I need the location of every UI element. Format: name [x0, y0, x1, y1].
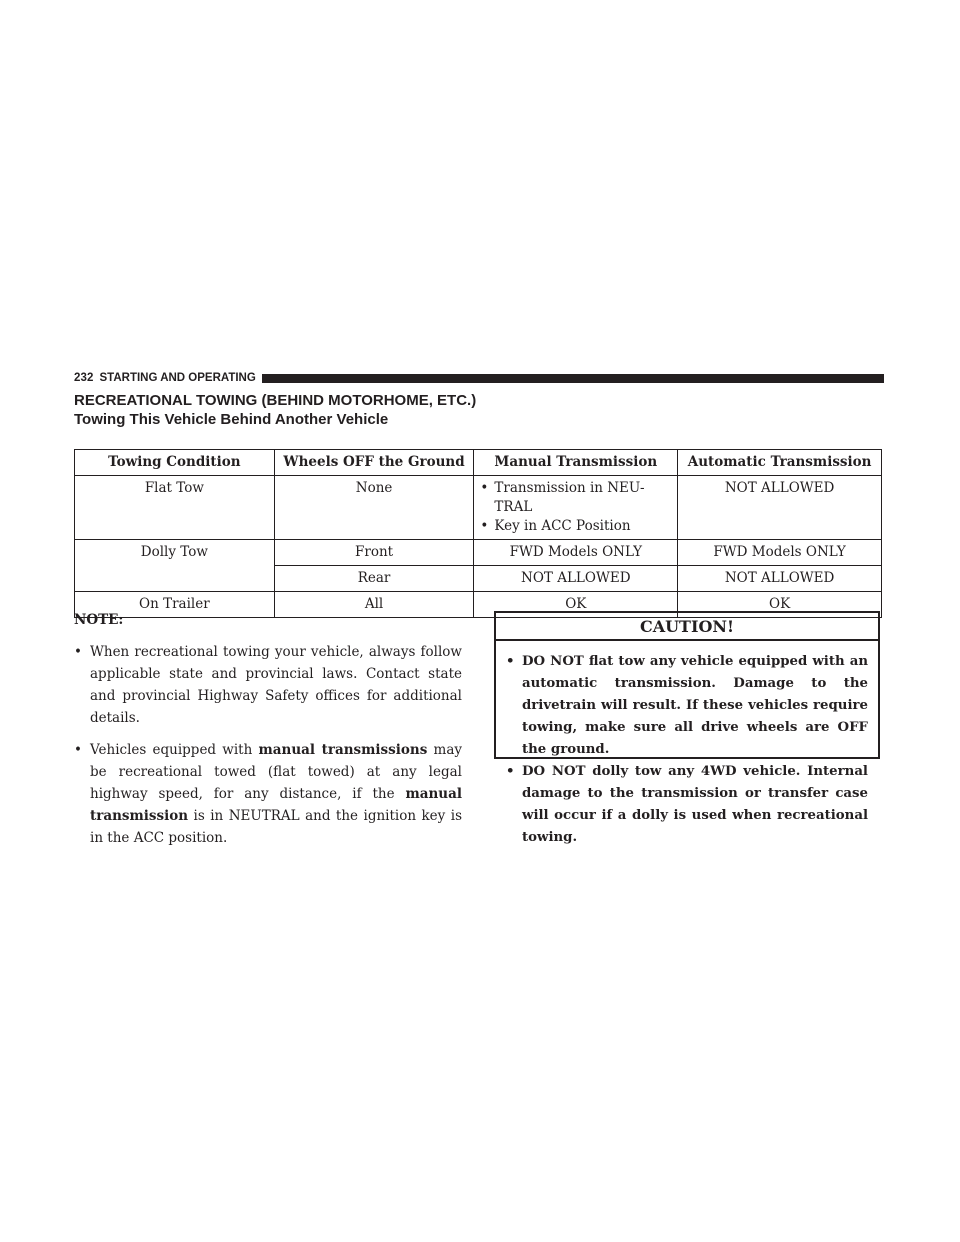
- section-title: STARTING AND OPERATING: [99, 372, 256, 384]
- table-cell: OK: [678, 592, 882, 618]
- caution-text: DO NOT dolly tow any 4WD vehicle. Internal damage to the transmission or transfer case will occur if a dolly is used when recreational towing.: [522, 764, 868, 845]
- table-cell: Front: [274, 540, 474, 566]
- table-cell: NOT ALLOWED: [678, 476, 882, 540]
- table-cell: NOT ALLOWED: [474, 566, 678, 592]
- table-cell: Rear: [274, 566, 474, 592]
- bullet-icon: •: [480, 518, 489, 534]
- note-text-part: Vehicles equipped with: [90, 742, 259, 758]
- list-item: [480, 517, 671, 536]
- caution-box: [494, 611, 880, 845]
- table-header-row: [75, 450, 882, 476]
- table-cell: NOT ALLOWED: [678, 566, 882, 592]
- note-text: When recreational towing your vehicle, always follow applicable state and provincial laws. Contact state and provincial Highway Safety offices for additional details.: [90, 644, 462, 726]
- list-item-text: Transmission in NEU-TRAL: [494, 480, 645, 515]
- column-header: Automatic Transmission: [678, 450, 882, 476]
- table-cell: FWD Models ONLY: [678, 540, 882, 566]
- note-list: [74, 641, 462, 859]
- page-subheading: Towing This Vehicle Behind Another Vehicle: [74, 411, 389, 428]
- bullet-icon: •: [480, 480, 489, 496]
- list-item: [74, 739, 462, 849]
- table-row: [75, 476, 882, 540]
- caution-text: DO NOT flat tow any vehicle equipped with an automatic transmission. Damage to the drivetrain will result. If these vehicles require towing, make sure all drive wheels are OFF the ground.: [522, 654, 868, 757]
- page-header: [74, 371, 884, 385]
- table-cell: [474, 476, 678, 540]
- caution-title: CAUTION!: [496, 613, 878, 641]
- list-item-text: Key in ACC Position: [494, 518, 631, 534]
- list-item: [74, 641, 462, 729]
- list-item: [506, 651, 868, 761]
- page-number: 232: [74, 372, 94, 384]
- bullet-icon: •: [506, 654, 515, 669]
- towing-table: [74, 449, 882, 618]
- note-label: NOTE:: [74, 612, 124, 628]
- bullet-icon: •: [74, 644, 82, 660]
- caution-body: [496, 641, 878, 849]
- header-rule: [262, 374, 884, 383]
- table-cell: OK: [474, 592, 678, 618]
- note-text-part: may be recreational towed (flat towed) at any legal highway speed, for any distance, if the: [90, 742, 462, 802]
- bullet-icon: •: [506, 764, 515, 779]
- bullet-icon: •: [74, 742, 82, 758]
- note-text-part: is in NEUTRAL and the ignition key is in the ACC position.: [90, 808, 462, 846]
- note-text: [90, 739, 462, 849]
- list-item: [506, 761, 868, 849]
- note-emphasis: manual transmission: [90, 786, 462, 824]
- list-item: [480, 479, 671, 517]
- column-header: Towing Condition: [75, 450, 275, 476]
- note-emphasis: manual transmissions: [258, 742, 428, 758]
- table-row: [75, 540, 882, 566]
- column-header: Manual Transmission: [474, 450, 678, 476]
- table-cell: Flat Tow: [75, 476, 275, 540]
- table-cell: On Trailer: [75, 592, 275, 618]
- table-cell: None: [274, 476, 474, 540]
- page-heading: RECREATIONAL TOWING (BEHIND MOTORHOME, ETC.): [74, 392, 477, 409]
- table-cell: Dolly Tow: [75, 540, 275, 592]
- column-header: Wheels OFF the Ground: [274, 450, 474, 476]
- table-cell: FWD Models ONLY: [474, 540, 678, 566]
- table-cell: All: [274, 592, 474, 618]
